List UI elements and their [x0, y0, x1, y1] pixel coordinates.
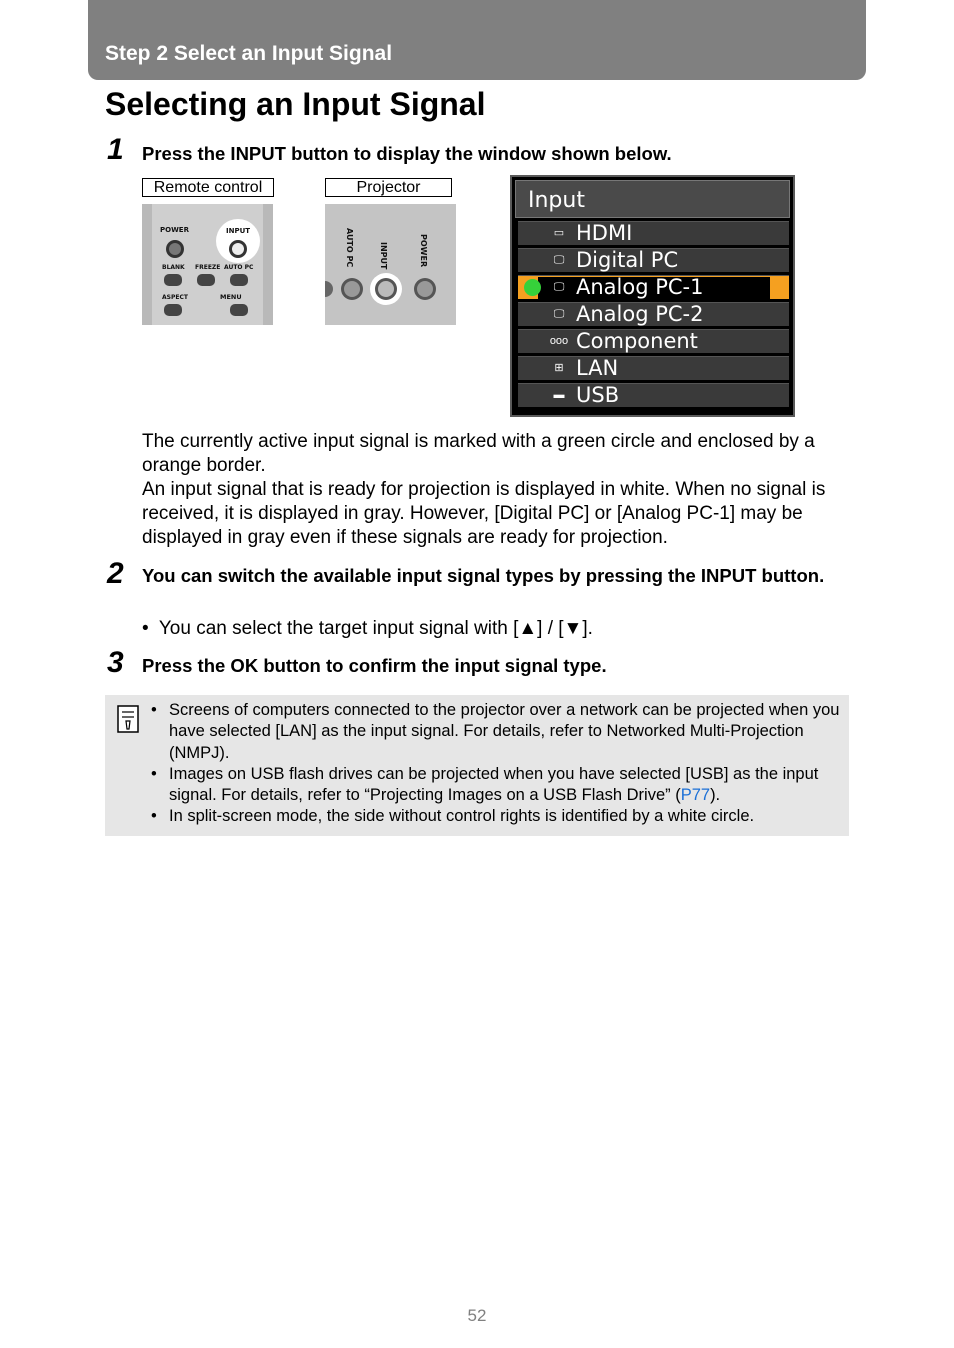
menu-item-component[interactable]: ooo Component: [518, 329, 789, 353]
projector-input-label: INPUT: [379, 242, 388, 270]
active-signal-dot: [524, 279, 541, 296]
projector-auto-pc-label: AUTO PC: [345, 228, 354, 268]
remote-power-label: POWER: [160, 226, 189, 234]
menu-item-analog-pc-1[interactable]: 🖵 Analog PC-1: [518, 275, 789, 299]
projector-label: Projector: [325, 178, 452, 197]
step-2-text: You can switch the available input signal types by pressing the INPUT button.: [142, 565, 825, 586]
menu-item-usb[interactable]: ▬ USB: [518, 383, 789, 407]
step-3-text: Press the OK button to confirm the input signal type.: [142, 655, 607, 676]
analog-pc-2-icon: 🖵: [553, 308, 565, 320]
lan-icon: ⊞: [554, 362, 564, 374]
component-icon: ooo: [549, 335, 569, 347]
step-1-description: [142, 430, 852, 550]
memo-icon: [117, 705, 139, 733]
input-menu-title: Input: [528, 188, 585, 213]
projector-power-label: POWER: [419, 234, 428, 268]
remote-control-label: Remote control: [142, 178, 274, 197]
p77-link[interactable]: P77: [680, 786, 711, 805]
remote-input-label: INPUT: [226, 227, 251, 235]
menu-item-digital-pc[interactable]: 🖵 Digital PC: [518, 248, 789, 272]
remote-menu-label: MENU: [220, 293, 242, 301]
step-1-number: 1: [107, 133, 124, 166]
step-2-bullet: • You can select the target input signal with [▲] / [▼].: [142, 618, 593, 639]
remote-freeze-label: FREEZE: [195, 264, 221, 271]
input-menu: [510, 175, 795, 417]
note-list: [151, 700, 845, 828]
digital-pc-icon: 🖵: [553, 254, 565, 266]
menu-item-hdmi[interactable]: ▭ HDMI: [518, 221, 789, 245]
page-title: Selecting an Input Signal: [105, 86, 486, 122]
remote-auto-pc-label: AUTO PC: [224, 264, 254, 271]
note-item-lan: • Screens of computers connected to the projector over a network can be projected when you have selected [LAN] as the input signal. For details, refer to Networked Multi-Projection (NMPJ).: [151, 700, 845, 764]
note-item-usb: • Images on USB flash drives can be projected when you have selected [USB] as the input signal. For details, refer to “Projecting Images on a USB Flash Drive” (P77).: [151, 764, 845, 807]
note-item-split-screen: • In split-screen mode, the side without control rights is identified by a white circle.: [151, 806, 845, 827]
page-number: 52: [467, 1306, 487, 1325]
step-1-text: Press the INPUT button to display the window shown below.: [142, 143, 672, 164]
header-band: [88, 0, 866, 80]
analog-pc-1-icon: 🖵: [553, 281, 565, 293]
remote-control-image: [142, 204, 273, 325]
projector-panel-image: [325, 204, 456, 325]
step-3-number: 3: [107, 646, 124, 679]
remote-blank-label: BLANK: [162, 264, 185, 271]
menu-item-lan[interactable]: ⊞ LAN: [518, 356, 789, 380]
remote-aspect-label: ASPECT: [162, 294, 188, 301]
menu-item-analog-pc-2[interactable]: 🖵 Analog PC-2: [518, 302, 789, 326]
description-paragraph-1: The currently active input signal is marked with a green circle and enclosed by a orange border.: [142, 431, 815, 476]
input-menu-title-bar: [515, 180, 790, 218]
description-paragraph-2: An input signal that is ready for projection is displayed in white. When no signal is received, it is displayed in gray. However, [Digital PC] or [Analog PC-1] may be displayed in gray even if these signals are ready for projection.: [142, 479, 826, 548]
usb-icon: ▬: [553, 389, 565, 401]
step-2-number: 2: [107, 557, 124, 590]
section-header: Step 2 Select an Input Signal: [105, 42, 393, 65]
hdmi-icon: ▭: [553, 227, 565, 239]
